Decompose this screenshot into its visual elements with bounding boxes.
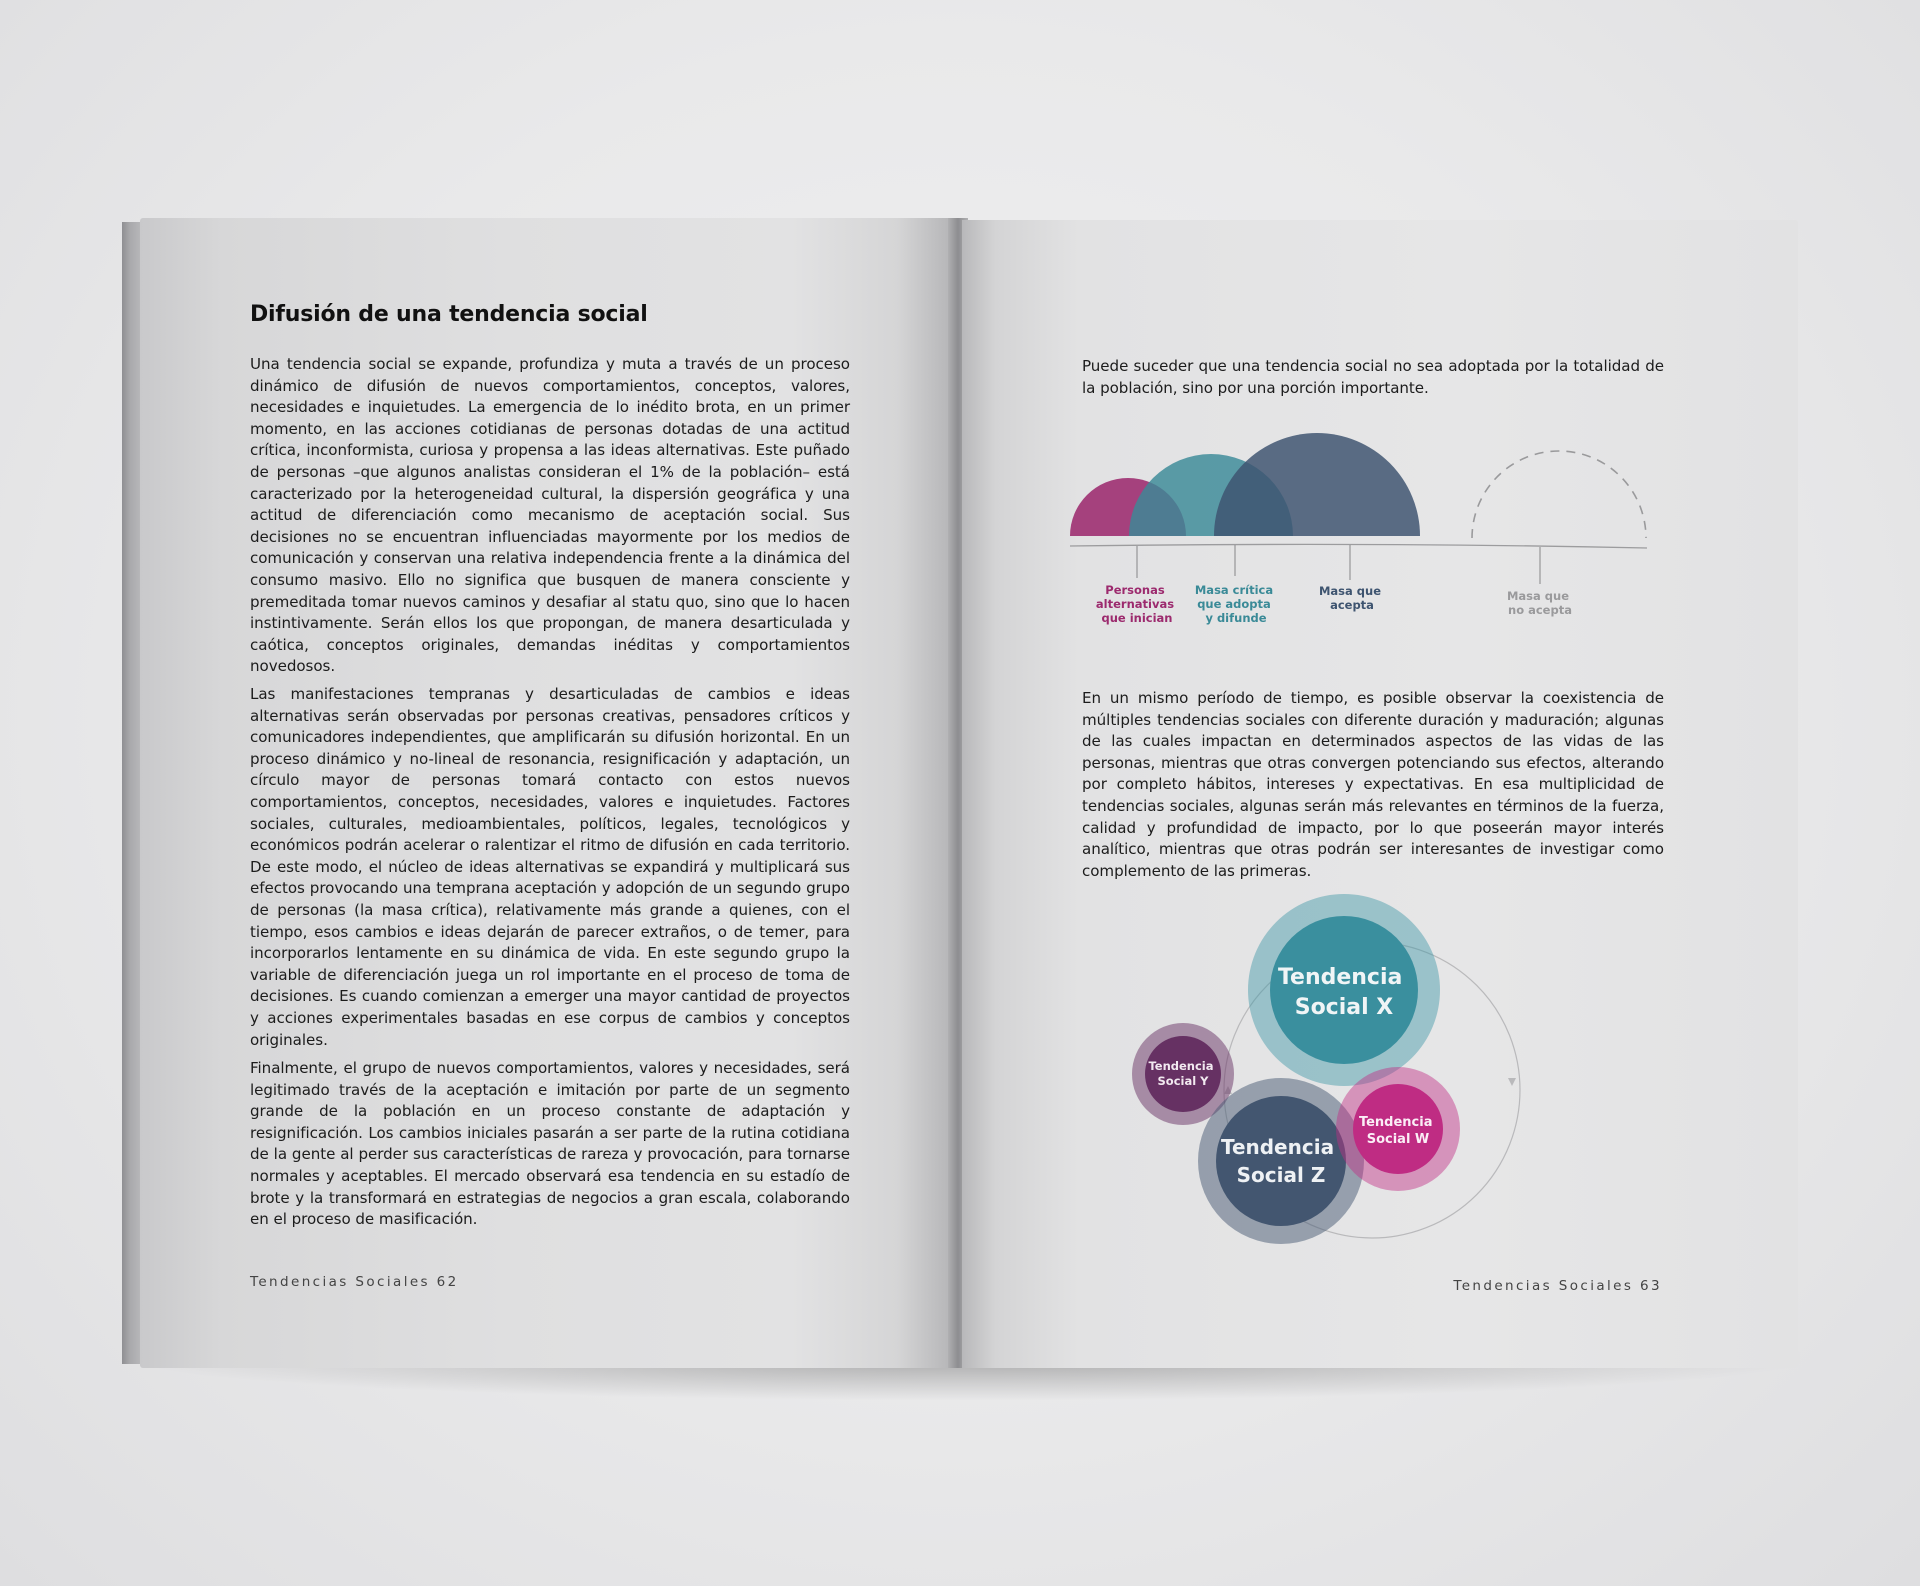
circle-x-inner: [1270, 916, 1418, 1064]
section-title: Difusión de una tendencia social: [250, 302, 648, 327]
label-masa-critica: Masa crítica que adopta y difunde: [1194, 583, 1274, 625]
semicircle-masa-acepta: [1214, 433, 1420, 536]
label-z: Tendencia Social Z: [1220, 1135, 1335, 1187]
label-w: Tendencia Social W: [1358, 1115, 1433, 1147]
orbit-arrow-right: [1508, 1078, 1516, 1086]
page-stack-edge: [122, 222, 142, 1364]
label-x: Tendencia Social X: [1277, 965, 1403, 1020]
intro-paragraph: Puede suceder que una tendencia social no sea adoptada por la totalidad de la población, sino por una porción importante.: [1082, 357, 1664, 397]
semicircle-no-acepta: [1472, 451, 1646, 538]
paragraph-2: Las manifestaciones tempranas y desarticuladas de cambios e ideas alternativas serán observadas por personas creativas, pensadores críticos y comunicadores independientes, que amplificarán su difusión horizontal. En un proceso dinámico y no-lineal de resonancia, resignificación y adaptación, un círculo mayor de personas tomará contacto con estos nuevos comportamientos, conceptos, necesidades, valores e inquietudes. Factores sociales, culturales, medioambientales, políticos, legales, tecnológicos y económicos podrán acelerar o ralentizar el ritmo de difusión en cada territorio. De este modo, el núcleo de ideas alternativas se expandirá y multiplicará sus efectos provocando una temprana aceptación y adopción de un segundo grupo de personas (la masa crítica), relativamente más grande a quienes, con el tiempo, esos cambios e ideas dejarán de parecer extraños, o de temer, para incorporarlos lentamente en su dinámica de vida. En este segundo grupo la variable de diferenciación juega un rol importante en el proceso de toma de decisiones. Es cuando comienzan a emerger una mayor cantidad de proyectos y acciones experimentales basadas en ese corpus de cambios y conceptos originales.: [250, 685, 850, 1049]
diffusion-diagram: [1072, 450, 1672, 680]
page-footer-right: Tendencias Sociales 63: [1453, 1278, 1662, 1294]
label-alternativas: Personas alternativas que inician: [1095, 583, 1175, 625]
paragraph-3: Finalmente, el grupo de nuevos comportamientos, valores y necesidades, será legitimado través de la aceptación e imitación por parte de un segmento grande de la población en un proceso constante de adaptación y resignificación. Los cambios iniciales pasarán a ser parte de la rutina cotidiana de la gente al perder sus características de rareza y provocación, para tornarse normales y aceptables. El mercado observará esa tendencia en su estadío de brote y la transformará en estrategias de negocios a gran escala, colaborando en el proceso de masificación.: [250, 1059, 850, 1229]
trends-diagram: [1148, 886, 1592, 1246]
paragraph-1: Una tendencia social se expande, profundiza y muta a través de un proceso dinámico de difusión de nuevos comportamientos, conceptos, valores, necesidades e inquietudes. La emergencia de lo inédito brota, en un primer momento, en las acciones cotidianas de personas dotadas de una actitud crítica, inconformista, curiosa y propensa a las ideas alternativas. Este puñado de personas –que algunos analistas consideran el 1% de la población– está caracterizado por la heterogeneidad cultural, la dispersión geográfica y una actitud de diferenciación como mecanismo de aceptación social. Sus decisiones no se encuentran influenciadas mayormente por los medios de comunicación y conservan una relativa independencia frente a la dinámica del consumo masivo. Ello no significa que busquen de manera consciente y premeditada tomar nuevos caminos y desafiar al statu quo, sino que lo hacen instintivamente. Serán ellos los que propongan, de manera desarticulada y caótica, conceptos originales, demandas inéditas y comportamientos novedosos.: [250, 355, 850, 676]
right-page: [962, 220, 1798, 1368]
left-page: [140, 218, 954, 1368]
label-masa-acepta: Masa que acepta: [1318, 584, 1382, 612]
label-y: Tendencia Social Y: [1148, 1059, 1214, 1088]
multiplicity-paragraph: En un mismo período de tiempo, es posible observar la coexistencia de múltiples tendencias sociales con diferente duración y maduración; algunas de las cuales impactan en determinados aspectos de las vidas de las personas, mientras que otras convergen potenciando sus efectos, alterando por completo hábitos, intereses y expectativas. En esa multiplicidad de tendencias sociales, algunas serán más relevantes en términos de la fuerza, calidad y profundidad de impacto, por lo que poseerán mayor interés analítico, mientras que otras podrán ser interesantes de investigar como complemento de las primeras.: [1082, 689, 1664, 880]
page-footer-left: Tendencias Sociales 62: [250, 1274, 459, 1290]
label-no-acepta: Masa que no acepta: [1506, 589, 1572, 617]
circle-z-inner: [1216, 1096, 1346, 1226]
baseline-curve: [1070, 544, 1647, 548]
